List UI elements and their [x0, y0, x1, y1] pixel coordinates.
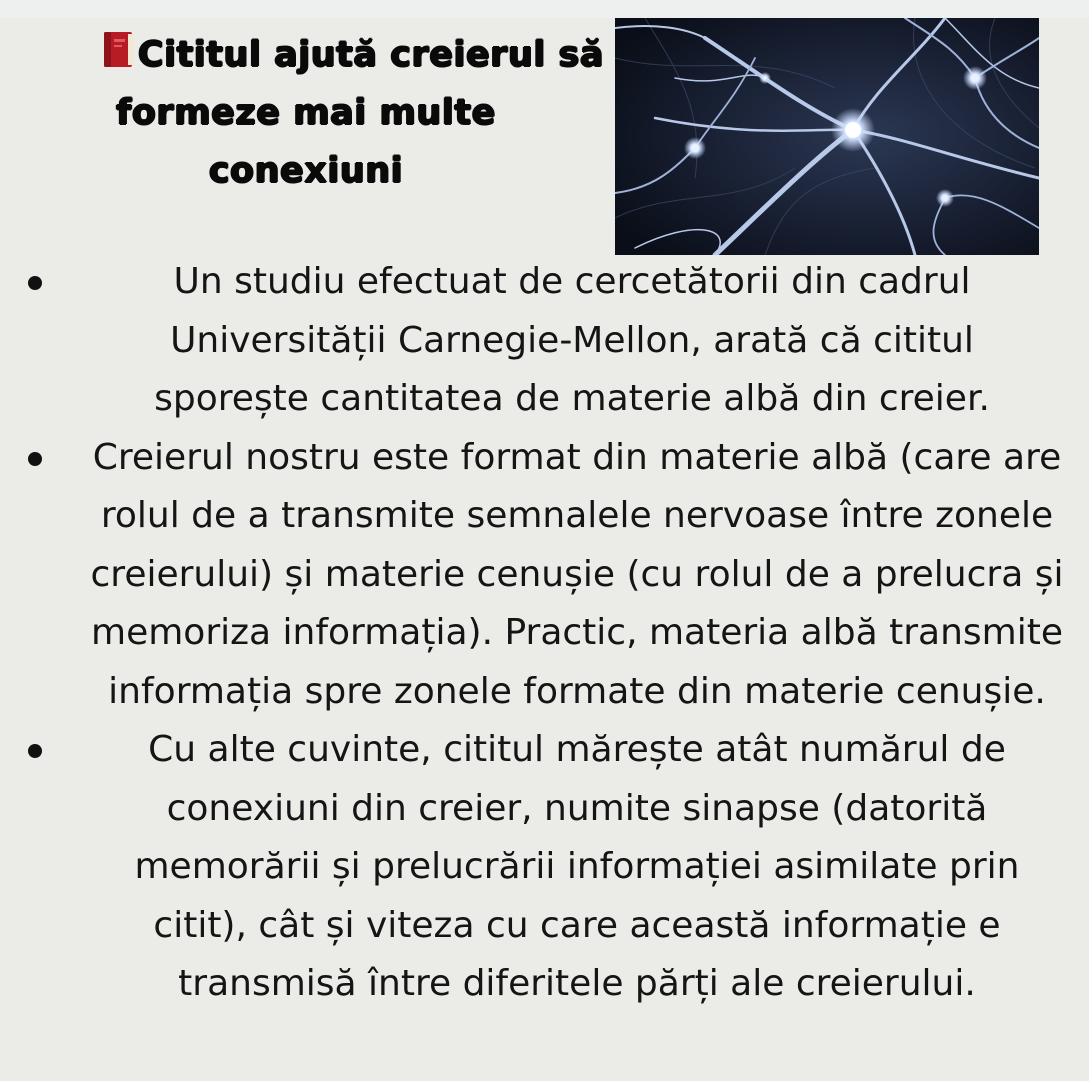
- bullet-list: [20, 253, 1070, 1014]
- bullet-text: Cu alte cuvinte, cititul mărește atât numărul de conexiuni din creier, numite sinapse (datorită memorării și prelucrării informației asimilate prin citit), cât și viteza cu care această informație e transmisă între diferitele părți ale creierului.: [134, 729, 1020, 1004]
- title-line-1-text: Cititul ajută creierul să: [137, 35, 604, 75]
- list-item: [20, 429, 1070, 722]
- top-strip: [0, 0, 1089, 18]
- bullet-dot-icon: [28, 744, 42, 758]
- bullet-text: Un studiu efectuat de cercetătorii din cadrul Universității Carnegie-Mellon, arată că cititul sporește cantitatea de materie albă din creier.: [154, 261, 990, 419]
- list-item: [20, 253, 1070, 429]
- title-line-3: conexiuni: [208, 151, 404, 191]
- title-line-1: [6, 26, 606, 84]
- closed-red-book-icon: [102, 31, 136, 69]
- bullet-dot-icon: [28, 276, 42, 290]
- neuron-network-image: [615, 18, 1039, 255]
- page-title: [6, 26, 606, 200]
- bullet-dot-icon: [28, 452, 42, 466]
- list-item: [20, 721, 1070, 1014]
- title-line-2: formeze mai multe: [116, 93, 496, 133]
- neuron-illustration: [615, 18, 1039, 255]
- bullet-text: Creierul nostru este format din materie albă (care are rolul de a transmite semnalele nervoase între zonele creierului) și materie cenușie (cu rolul de a prelucra și memoriza informația). Practic, materia albă transmite informația spre zonele formate din materie cenușie.: [90, 436, 1064, 712]
